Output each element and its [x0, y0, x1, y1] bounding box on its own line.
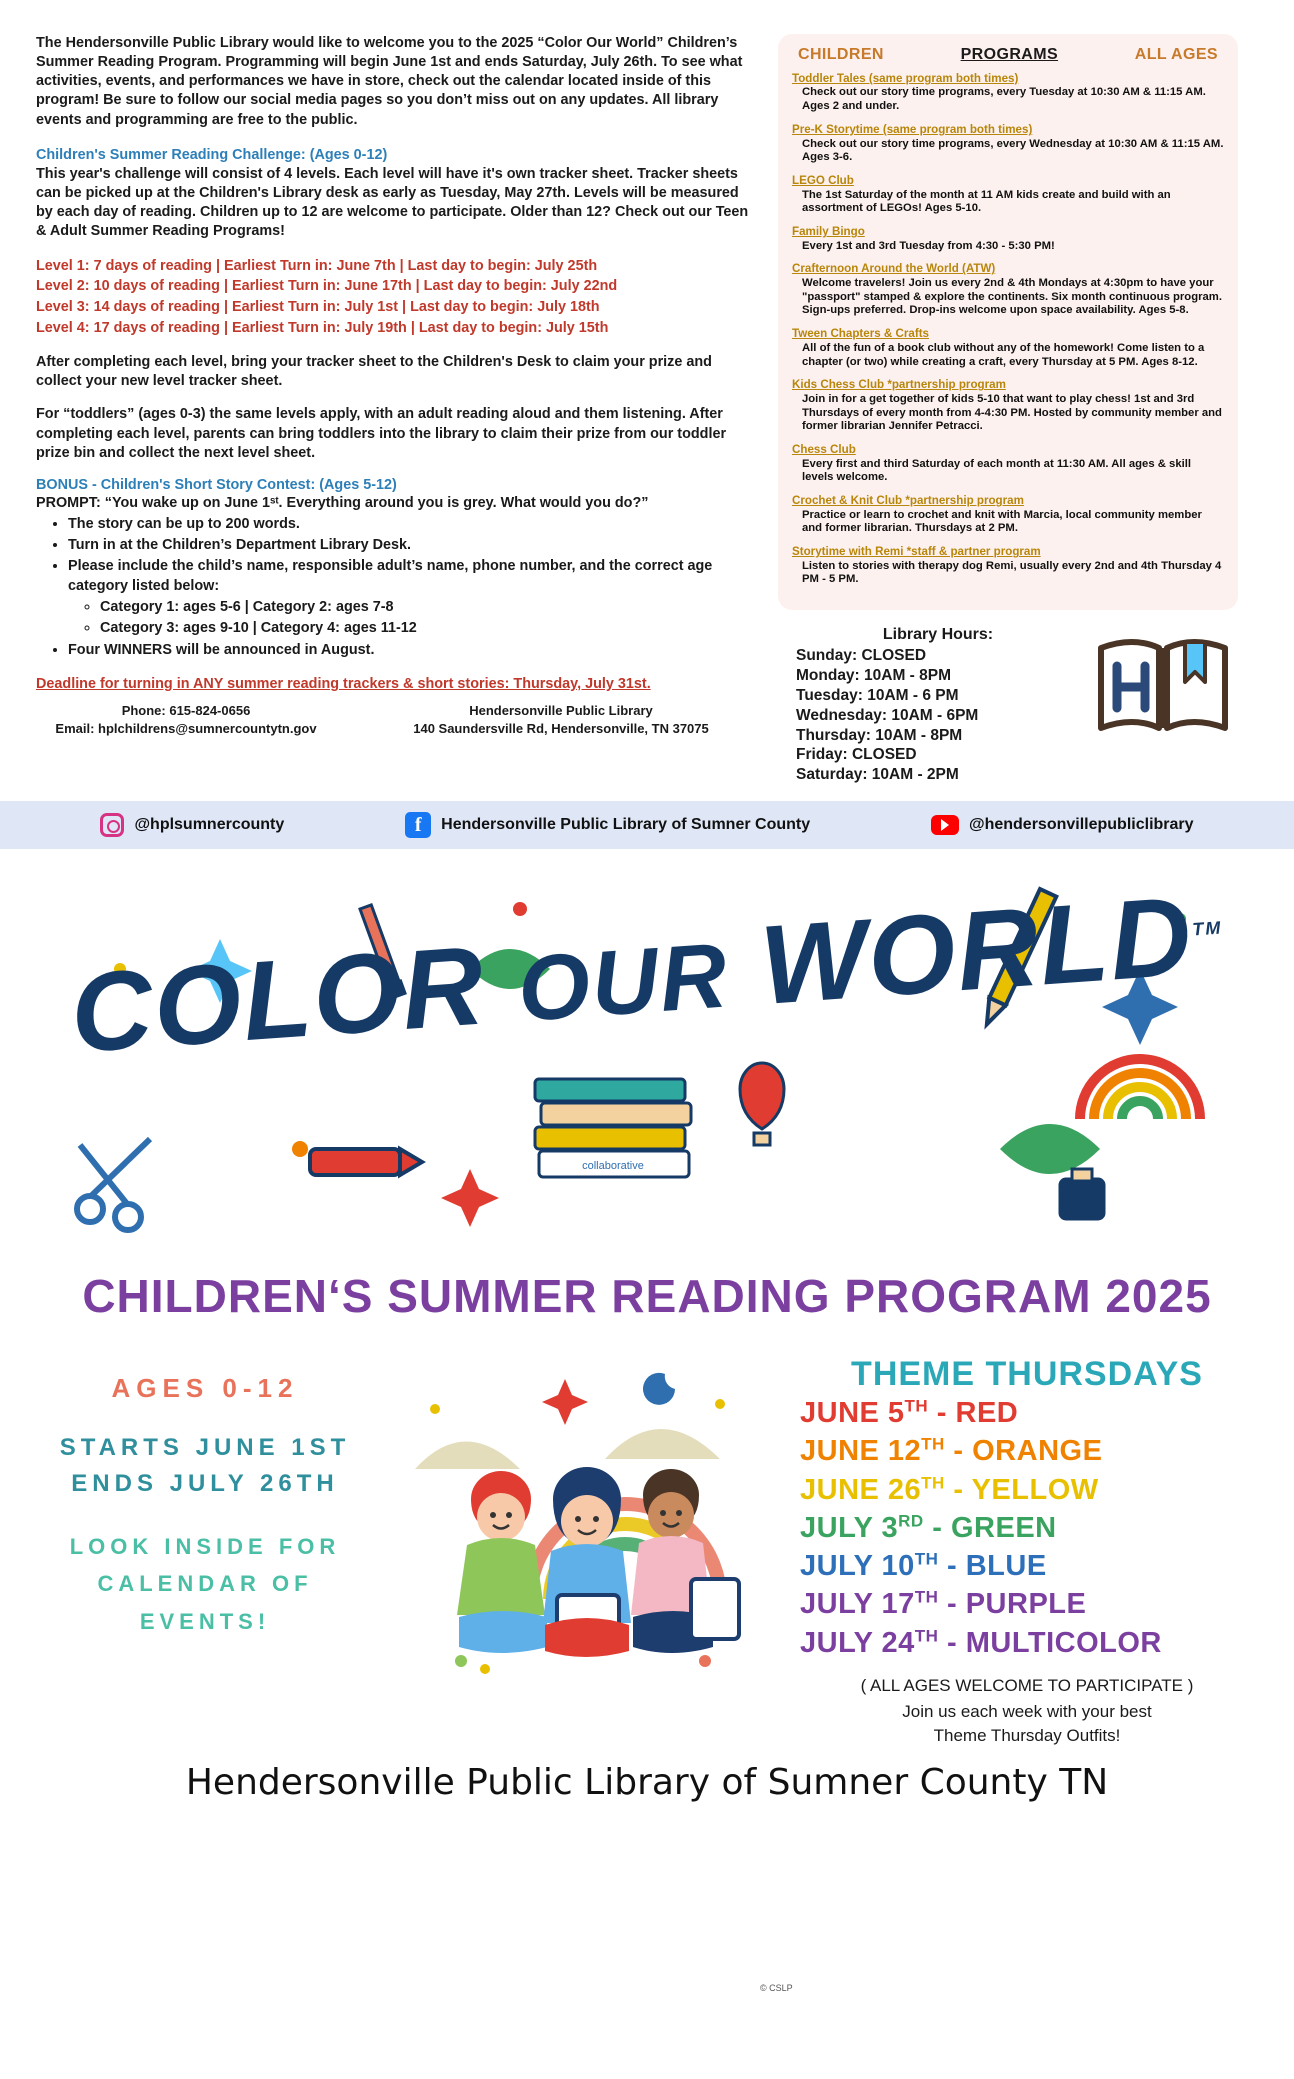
- theme-date-suffix: TH: [921, 1472, 945, 1492]
- hours-line: Saturday: 10AM - 2PM: [796, 766, 959, 784]
- look-line-3: EVENTS!: [139, 1608, 271, 1634]
- program-title: Kids Chess Club *partnership program: [792, 378, 1006, 392]
- child-right: [631, 1469, 739, 1653]
- hours-line: Thursday: 10AM - 8PM: [796, 726, 963, 744]
- theme-date: JULY 24: [800, 1626, 915, 1659]
- theme-row: [800, 1471, 1254, 1509]
- tab-programs[interactable]: PROGRAMS: [960, 46, 1059, 63]
- wordmark-area: [0, 849, 1294, 1279]
- program-title: Pre-K Storytime (same program both times): [792, 123, 1033, 137]
- theme-row: [800, 1585, 1254, 1623]
- theme-color-name: GREEN: [950, 1511, 1057, 1544]
- theme-color-name: YELLOW: [971, 1473, 1099, 1506]
- theme-dash: -: [938, 1588, 966, 1621]
- programs-header: [792, 44, 1224, 72]
- theme-date-suffix: TH: [914, 1549, 939, 1569]
- program-item: [792, 225, 1224, 253]
- poster-columns: [0, 1323, 1294, 1747]
- theme-date-suffix: RD: [898, 1511, 924, 1531]
- theme-date-suffix: TH: [904, 1396, 929, 1416]
- challenge-heading: Children's Summer Reading Challenge: (Ages 0-12): [36, 146, 388, 163]
- social-youtube[interactable]: [931, 815, 1194, 835]
- program-desc: The 1st Saturday of the month at 11 AM kids create and build with an assortment of LEGOs! Ages 5-10.: [802, 188, 1171, 215]
- dates-line-1: STARTS JUNE 1ST: [59, 1434, 351, 1462]
- ages-text: AGES 0-12: [111, 1373, 299, 1404]
- rainbow-icon: [1080, 1059, 1200, 1119]
- library-logo: [1088, 626, 1238, 740]
- program-desc: Every first and third Saturday of each month at 11:30 AM. All ages & skill levels welcome.: [802, 457, 1192, 484]
- deadline-text: Deadline for turning in ANY summer reading trackers & short stories: Thursday, July 31st.: [36, 675, 651, 692]
- hours-line: Wednesday: 10AM - 6PM: [796, 706, 979, 724]
- theme-date: JUNE 26: [800, 1473, 922, 1506]
- program-item: [792, 443, 1224, 485]
- program-desc: Every 1st and 3rd Tuesday from 4:30 - 5:30 PM!: [802, 239, 1055, 252]
- theme-date: JULY 17: [800, 1588, 915, 1621]
- top-section: [0, 0, 1294, 785]
- all-ages-note: ( ALL AGES WELCOME TO PARTICIPATE ): [860, 1675, 1194, 1695]
- trademark-symbol: TM: [1191, 917, 1223, 940]
- program-title: Tween Chapters & Crafts: [792, 327, 930, 341]
- theme-date-suffix: TH: [921, 1434, 945, 1454]
- poster-left-column: [40, 1349, 370, 1747]
- theme-dash: -: [938, 1626, 966, 1659]
- theme-date: JULY 3: [800, 1511, 899, 1544]
- email-text: Email: hplchildrens@sumnercountytn.gov: [55, 721, 317, 737]
- facebook-page: Hendersonville Public Library of Sumner County: [441, 816, 811, 834]
- category-item: ◦ Category 3: ages 9-10 | Category 4: ages 11-12: [100, 619, 756, 638]
- look-line-1: LOOK INSIDE FOR: [69, 1534, 341, 1560]
- poster-section: [0, 849, 1294, 2079]
- program-desc: All of the fun of a book club without any of the homework! Come listen to a chapter (or two) while creating a craft, every Thursday at 5 PM. Ages 8-12.: [802, 341, 1205, 368]
- theme-thursdays-title: THEME THURSDAYS: [851, 1355, 1203, 1394]
- ink-bottle-icon: [1060, 1169, 1104, 1219]
- youtube-icon: [931, 815, 959, 835]
- level-item: Level 2: 10 days of reading | Earliest Turn in: June 17th | Last day to begin: July 22nd: [36, 278, 618, 295]
- program-item: [792, 494, 1224, 536]
- category-list: [86, 598, 756, 639]
- wordmark-color: COLOR: [66, 922, 490, 1077]
- program-title: Crafternoon Around the World (ATW): [792, 262, 996, 276]
- program-item: [792, 327, 1224, 369]
- theme-date: JUNE 12: [800, 1435, 922, 1468]
- bullet-item: • The story can be up to 200 words.: [68, 515, 756, 534]
- intro-paragraph: The Hendersonville Public Library would like to welcome you to the 2025 “Color Our World” Children’s Summer Reading Program. Programming will begin June 1st and ends Saturday, July 26th. To see what activities, events, and performances we have in store, check out the calendar located inside of this program! Be sure to follow our social media pages so you don’t miss out on any updates. All library events and programming are free to the public.: [36, 35, 743, 128]
- wordmark-world: WORLD: [756, 873, 1198, 1028]
- theme-dash: -: [944, 1473, 972, 1506]
- theme-dash: -: [938, 1550, 966, 1583]
- open-book-icon: [1093, 630, 1233, 740]
- theme-row: [800, 1509, 1254, 1547]
- theme-color-name: PURPLE: [965, 1588, 1087, 1621]
- svg-text:collaborative: collaborative: [582, 1160, 644, 1173]
- social-bar: [0, 801, 1294, 849]
- theme-color-name: MULTICOLOR: [965, 1626, 1162, 1659]
- look-line-2: CALENDAR OF: [97, 1571, 313, 1597]
- theme-date-suffix: TH: [914, 1587, 939, 1607]
- tab-children[interactable]: CHILDREN: [798, 46, 884, 63]
- dates-line-2: ENDS JULY 26TH: [71, 1470, 339, 1498]
- program-title: Toddler Tales (same program both times): [792, 72, 1019, 85]
- hours-title: Library Hours:: [882, 626, 994, 644]
- after-level-text: After completing each level, bring your tracker sheet to the Children's Desk to claim your prize and collect your new level tracker sheet.: [36, 354, 712, 390]
- theme-row: [800, 1547, 1254, 1585]
- instagram-icon: [100, 813, 124, 837]
- poster-illustration: [370, 1349, 800, 1747]
- program-item: [792, 545, 1224, 587]
- hours-line: Monday: 10AM - 8PM: [796, 667, 952, 685]
- hot-air-balloon-icon: [740, 1063, 784, 1145]
- cslp-credit: © CSLP: [760, 1983, 793, 1994]
- program-item: [792, 72, 1224, 114]
- children-reading-illustration: [375, 1349, 795, 1679]
- library-hours: [778, 626, 1088, 785]
- programs-box: [778, 34, 1238, 610]
- bonus-bullets: [54, 515, 756, 660]
- theme-date: JUNE 5: [800, 1397, 905, 1430]
- program-title: Crochet & Knit Club *partnership program: [792, 494, 1024, 508]
- tab-all-ages[interactable]: ALL AGES: [1134, 46, 1218, 63]
- social-facebook[interactable]: [405, 812, 810, 838]
- phone-text: Phone: 615-824-0656: [121, 702, 251, 718]
- theme-thursdays: [800, 1349, 1254, 1747]
- program-item: [792, 378, 1224, 434]
- social-instagram[interactable]: [100, 813, 284, 837]
- org-address: 140 Saundersville Rd, Hendersonville, TN 37075: [413, 721, 709, 737]
- program-title: LEGO Club: [792, 174, 854, 188]
- level-item: Level 4: 17 days of reading | Earliest Turn in: July 19th | Last day to begin: July 15th: [36, 320, 609, 337]
- youtube-handle: @hendersonvillepubliclibrary: [968, 816, 1194, 834]
- hours-line: Friday: CLOSED: [796, 746, 917, 764]
- wordmark-our: OUR: [514, 924, 732, 1041]
- bonus-prompt: PROMPT: “You wake up on June 1ˢᵗ. Everything around you is grey. What would you do?”: [36, 494, 649, 511]
- hours-line: Tuesday: 10AM - 6 PM: [796, 686, 959, 704]
- footer-library-name: Hendersonville Public Library of Sumner County TN: [185, 1761, 1109, 1803]
- category-item: ◦ Category 1: ages 5-6 | Category 2: ages 7-8: [100, 598, 756, 617]
- theme-date: JULY 10: [800, 1550, 915, 1583]
- theme-color-name: BLUE: [965, 1550, 1047, 1583]
- program-desc: Practice or learn to crochet and knit with Marcia, local community member and former librarian. Thursdays at 2 PM.: [802, 508, 1202, 535]
- hours-row: [778, 626, 1238, 785]
- dates-text: [40, 1430, 370, 1502]
- program-desc: Check out our story time programs, every Tuesday at 10:30 AM & 11:15 AM. Ages 2 and under.: [802, 86, 1206, 113]
- contact-block: [36, 702, 756, 738]
- theme-dash: -: [923, 1511, 951, 1544]
- child-middle: [543, 1467, 631, 1657]
- toddler-text: For “toddlers” (ages 0-3) the same levels apply, with an adult reading aloud and them listening. After completing each level, parents can bring toddlers into the library to claim their prize from our toddler prize bin and collect the next level sheet.: [36, 406, 727, 461]
- book-stack-icon: [535, 1079, 691, 1177]
- poster-title: CHILDREN‘S SUMMER READING PROGRAM 2025: [82, 1270, 1212, 1323]
- bonus-heading: BONUS - Children's Short Story Contest: (Ages 5-12): [36, 476, 397, 493]
- program-item: [792, 123, 1224, 165]
- theme-color-name: ORANGE: [972, 1435, 1103, 1468]
- challenge-body: This year's challenge will consist of 4 levels. Each level will have it's own tracker sheet. Tracker sheets can be picked up at the Children's Library desk as early as Tuesday, May 27th. Levels will be measured by each day of reading. Children up to 12 are welcome to participate. Older than 12? Check out our Teen & Adult Summer Reading Programs!: [36, 165, 749, 240]
- program-title: Chess Club: [792, 443, 856, 457]
- scissors-icon: [77, 1139, 150, 1230]
- crayon-icon: [310, 1149, 422, 1175]
- program-title: Storytime with Remi *staff & partner program: [792, 545, 1041, 559]
- levels-list: [36, 256, 756, 340]
- theme-color-name: RED: [955, 1397, 1019, 1430]
- join-note: [800, 1700, 1254, 1748]
- program-desc: Welcome travelers! Join us every 2nd & 4th Mondays at 4:30pm to have your "passport" stamped & explore the continents. Six month continuous program. Sign-ups preferred. Drop-ins welcome upon space availability. Ages 5-8.: [802, 276, 1222, 317]
- look-inside-text: [40, 1528, 370, 1640]
- instagram-handle: @hplsumnercounty: [134, 816, 285, 834]
- bullet-item: • Four WINNERS will be announced in August.: [68, 641, 756, 660]
- org-name: Hendersonville Public Library: [469, 702, 653, 718]
- theme-row: [800, 1432, 1254, 1470]
- left-column: [36, 34, 756, 785]
- facebook-icon: f: [405, 812, 431, 838]
- join-note-line-1: Join us each week with your best: [902, 1701, 1152, 1721]
- join-note-line-2: Theme Thursday Outfits!: [933, 1725, 1121, 1745]
- theme-date-suffix: TH: [914, 1625, 939, 1645]
- program-desc: Join in for a get together of kids 5-10 that want to play chess! 1st and 3rd Thursdays of every month from 4-4:30 PM. Hosted by community member and former librarian Jennifer Petracci.: [802, 392, 1222, 433]
- bullet-item: • Turn in at the Children’s Department Library Desk.: [68, 536, 756, 555]
- theme-dash: -: [928, 1397, 956, 1430]
- theme-row: [800, 1624, 1254, 1662]
- theme-row: [800, 1394, 1254, 1432]
- level-item: Level 1: 7 days of reading | Earliest Turn in: June 7th | Last day to begin: July 25th: [36, 257, 598, 274]
- right-column: [778, 34, 1238, 785]
- program-desc: Listen to stories with therapy dog Remi, usually every 2nd and 4th Thursday 4 PM - 5 PM.: [802, 559, 1222, 586]
- program-item: [792, 262, 1224, 318]
- program-desc: Check out our story time programs, every Wednesday at 10:30 AM & 11:15 AM. Ages 3-6.: [802, 137, 1224, 164]
- theme-dash: -: [944, 1435, 973, 1468]
- program-item: [792, 174, 1224, 216]
- child-left: [457, 1471, 547, 1653]
- program-title: Family Bingo: [792, 225, 865, 239]
- bullet-item: • Please include the child’s name, responsible adult’s name, phone number, and the correct age category listed below:: [68, 557, 756, 596]
- level-item: Level 3: 14 days of reading | Earliest Turn in: July 1st | Last day to begin: July 18th: [36, 299, 600, 316]
- hours-line: Sunday: CLOSED: [796, 647, 927, 665]
